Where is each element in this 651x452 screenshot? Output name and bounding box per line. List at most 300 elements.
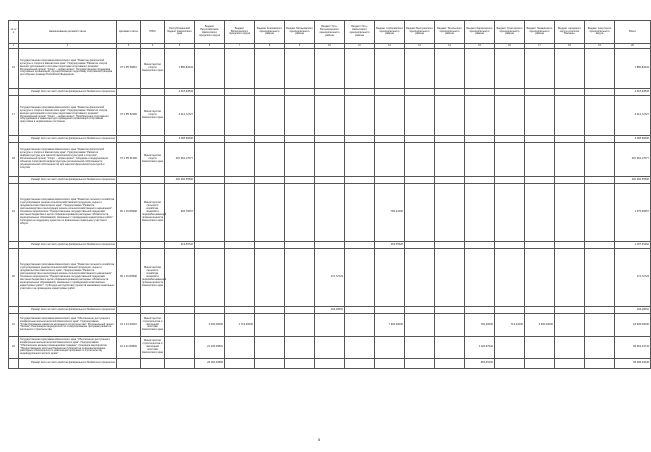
value-cell xyxy=(525,359,555,369)
value-cell xyxy=(405,49,435,89)
value-cell xyxy=(465,307,495,314)
description-cell: Государственная программа Камчатского края "Развитие сельского хозяйства и регулирование рынков сельскохозяйственной продукции, сырья и продовольствия Камчатского края". Подпрограмма "Развитие растениеводства и мелиорации земель сельскохозяйственного назначения". Основное мероприятие "Предоставление государственной поддержки местным бюджетам в целях софинансирования расходных обязательств муниципальных образований, связанных с проведением комплексных кадастровых работ". Субсидии на подготовку проектов межевания земельных участков и на проведение кадастровых работ xyxy=(19,249,117,307)
empty-cell xyxy=(141,136,165,143)
value-cell xyxy=(585,314,615,337)
total-cell: 1 287,45462 xyxy=(615,242,651,249)
value-cell xyxy=(375,96,405,136)
total-cell: 1 375,09657 xyxy=(615,184,651,242)
target-code-cell: 07 4 P5 51390 xyxy=(117,143,141,177)
subtotal-label-cell: Размер доли за счет средств федерального бюджета в процентах xyxy=(19,89,117,96)
value-cell xyxy=(285,184,315,242)
value-cell: 1 719,60000 xyxy=(225,314,255,337)
value-cell xyxy=(375,177,405,184)
empty-cell xyxy=(9,307,19,314)
table-body xyxy=(9,49,651,369)
row-number-cell: 19 xyxy=(9,184,19,242)
column-number-cell: 15 xyxy=(465,44,495,49)
value-cell xyxy=(525,249,555,307)
value-cell xyxy=(285,136,315,143)
value-cell xyxy=(225,177,255,184)
target-code-cell: 10 1 F1 50210 xyxy=(117,314,141,337)
column-number-cell: 10 xyxy=(315,44,345,49)
value-cell xyxy=(435,143,465,177)
value-cell xyxy=(345,359,375,369)
header-cell: Целевая статья xyxy=(117,21,141,44)
value-cell xyxy=(555,136,585,143)
value-cell xyxy=(435,337,465,359)
value-cell xyxy=(495,337,525,359)
value-cell: 497 962,17677 xyxy=(165,143,195,177)
subtotal-label-cell: Размер доли за счет средств федерального бюджета в процентах xyxy=(19,136,117,143)
value-cell xyxy=(555,307,585,314)
value-cell xyxy=(465,143,495,177)
header-cell: Бюджет Олюторского муниципального района xyxy=(495,21,525,44)
value-cell xyxy=(195,249,225,307)
subtotal-label-cell: Размер доли за счет средств федерального бюджета в процентах xyxy=(19,177,117,184)
column-number-cell: 6 xyxy=(195,44,225,49)
value-cell xyxy=(255,242,285,249)
value-cell xyxy=(345,242,375,249)
value-cell xyxy=(225,359,255,369)
header-cell: Всего xyxy=(615,21,651,44)
header-cell: Бюджет Петропавловск-Камчатского городского округа xyxy=(195,21,225,44)
value-cell xyxy=(435,89,465,96)
table-row xyxy=(9,249,651,307)
value-cell: 1 880,83204 xyxy=(165,49,195,89)
value-cell xyxy=(255,143,285,177)
value-cell xyxy=(435,307,465,314)
header-cell: Бюджет Тигильского муниципального района xyxy=(435,21,465,44)
table-row xyxy=(9,184,651,242)
empty-cell xyxy=(117,359,141,369)
column-number-cell: 18 xyxy=(555,44,585,49)
value-cell: 172,72723 xyxy=(315,249,345,307)
column-number-cell: 14 xyxy=(435,44,465,49)
value-cell: 994,76657 xyxy=(165,184,195,242)
value-cell xyxy=(195,242,225,249)
value-cell xyxy=(285,177,315,184)
value-cell xyxy=(405,143,435,177)
grbs-cell: Министерство строительства и жилищной политики Камчатского края xyxy=(141,314,165,337)
value-cell xyxy=(555,242,585,249)
value-cell xyxy=(555,49,585,89)
value-cell xyxy=(555,359,585,369)
budget-table xyxy=(8,20,651,369)
value-cell xyxy=(405,177,435,184)
value-cell xyxy=(405,184,435,242)
value-cell xyxy=(405,249,435,307)
value-cell xyxy=(285,242,315,249)
value-cell xyxy=(585,249,615,307)
empty-cell xyxy=(141,359,165,369)
header-cell: Бюджет Елизовского муниципального района xyxy=(255,21,285,44)
value-cell xyxy=(165,337,195,359)
total-cell: 1 818,64544 xyxy=(615,89,651,96)
value-cell: 363,55528 xyxy=(375,242,405,249)
subtotal-row xyxy=(9,89,651,96)
row-number-cell: 16 xyxy=(9,49,19,89)
value-cell: 913,89732 xyxy=(165,242,195,249)
empty-cell xyxy=(117,242,141,249)
column-number-cell: 12 xyxy=(375,44,405,49)
empty-cell xyxy=(9,242,19,249)
value-cell xyxy=(405,96,435,136)
value-cell xyxy=(315,177,345,184)
value-cell xyxy=(315,359,345,369)
value-cell xyxy=(405,136,435,143)
table-row xyxy=(9,337,651,359)
value-cell xyxy=(315,49,345,89)
value-cell xyxy=(225,49,255,89)
value-cell xyxy=(405,314,435,337)
value-cell xyxy=(315,136,345,143)
value-cell: 20 364,34568 xyxy=(195,359,225,369)
value-cell xyxy=(285,249,315,307)
value-cell xyxy=(345,89,375,96)
value-cell xyxy=(285,89,315,96)
value-cell xyxy=(375,136,405,143)
value-cell: 7 902,39000 xyxy=(375,314,405,337)
header-cell: Наименование целевой статьи xyxy=(19,21,117,44)
grbs-cell: Министерство сельского хозяйства, пищевой и перерабатывающей промышленности Камчатского края xyxy=(141,249,165,307)
value-cell xyxy=(285,96,315,136)
total-cell: 164,28052 xyxy=(615,307,651,314)
value-cell: 4 412,72727 xyxy=(165,96,195,136)
total-cell: 18 295,00000 xyxy=(615,314,651,337)
column-number-cell: 7 xyxy=(225,44,255,49)
value-cell xyxy=(345,249,375,307)
value-cell xyxy=(255,96,285,136)
value-cell xyxy=(285,359,315,369)
value-cell xyxy=(525,177,555,184)
column-number-cell: 16 xyxy=(495,44,525,49)
value-cell xyxy=(255,184,285,242)
header-cell: Бюджет Алеутского муниципального округа xyxy=(585,21,615,44)
value-cell xyxy=(495,89,525,96)
header-cell: Бюджет Быстринского муниципального района xyxy=(405,21,435,44)
value-cell xyxy=(405,307,435,314)
value-cell: 3 000,00000 xyxy=(195,314,225,337)
value-cell xyxy=(495,359,525,369)
value-cell xyxy=(225,242,255,249)
description-cell: Государственная программа Камчатского края "Обеспечение доступным и комфортным жильем жителей Камчатского края". Подпрограмма "Обеспечение жилыми помещениями граждан". Основное мероприятие "Предоставление местным бюджетам субсидий на софинансирование расходных обязательств по реализации программ по строительству индивидуального жилого дома" xyxy=(19,337,117,359)
value-cell xyxy=(285,337,315,359)
value-cell xyxy=(375,337,405,359)
header-cell: Бюджет Мильковского муниципального района xyxy=(285,21,315,44)
value-cell xyxy=(375,307,405,314)
value-cell xyxy=(315,184,345,242)
value-cell xyxy=(435,359,465,369)
value-cell xyxy=(345,136,375,143)
value-cell xyxy=(585,49,615,89)
row-number-cell: 18 xyxy=(9,143,19,177)
value-cell xyxy=(375,143,405,177)
value-cell xyxy=(525,184,555,242)
description-cell: Государственная программа Камчатского края "Развитие физической культуры и спорта в Камчатском крае". Подпрограмма "Развитие спорта высших достижений и системы подготовки спортивного резерва". Региональный проект "Спорт – норма жизни". Приобретение спортивного оборудования и инвентаря для приведения организаций спортивной подготовки в нормативное состояние xyxy=(19,96,117,136)
value-cell xyxy=(345,49,375,89)
total-cell: 86 996,03236 xyxy=(615,359,651,369)
value-cell xyxy=(585,96,615,136)
table-row xyxy=(9,96,651,136)
value-cell xyxy=(345,177,375,184)
value-cell xyxy=(585,177,615,184)
empty-cell xyxy=(141,307,165,314)
value-cell xyxy=(465,242,495,249)
value-cell xyxy=(495,177,525,184)
value-cell xyxy=(195,307,225,314)
empty-cell xyxy=(141,177,165,184)
value-cell xyxy=(345,96,375,136)
grbs-cell: Министерство спорта Камчатского края xyxy=(141,49,165,89)
value-cell: 3 600,00000 xyxy=(525,314,555,337)
value-cell xyxy=(195,96,225,136)
value-cell xyxy=(525,337,555,359)
value-cell xyxy=(465,96,495,136)
value-cell xyxy=(525,242,555,249)
description-cell: Государственная программа Камчатского края "Развитие сельского хозяйства и регулирование рынков сельскохозяйственной продукции, сырья и продовольствия Камчатского края". Подпрограмма "Развитие растениеводства и мелиорации земель сельскохозяйственного назначения". Основное мероприятие "Предоставление государственной поддержки местным бюджетам в целях софинансирования расходных обязательств муниципальных образований, связанных с проведением кадастровых работ". Субсидии на поддержку проектов по вовлечению земельных участков в оборот xyxy=(19,184,117,242)
value-cell: 783,21000 xyxy=(375,184,405,242)
target-code-cell: 09 1 15 R5990 xyxy=(117,184,141,242)
value-cell xyxy=(405,242,435,249)
target-code-cell: 07 2 P5 52290 xyxy=(117,96,141,136)
value-cell xyxy=(465,136,495,143)
value-cell xyxy=(585,89,615,96)
empty-cell xyxy=(117,177,141,184)
value-cell: 21 436,25831 xyxy=(195,337,225,359)
value-cell xyxy=(525,96,555,136)
column-number-cell: 19 xyxy=(585,44,615,49)
value-cell xyxy=(195,177,225,184)
table-header xyxy=(9,21,651,49)
value-cell xyxy=(465,89,495,96)
total-cell: 497 962,17677 xyxy=(615,143,651,177)
value-cell xyxy=(165,307,195,314)
empty-cell xyxy=(9,89,19,96)
value-cell xyxy=(315,242,345,249)
empty-cell xyxy=(117,307,141,314)
value-cell xyxy=(525,49,555,89)
value-cell xyxy=(285,307,315,314)
header-cell: Республиканский бюджет Камчатского края xyxy=(165,21,195,44)
value-cell xyxy=(195,89,225,96)
value-cell xyxy=(465,249,495,307)
value-cell xyxy=(315,314,345,337)
description-cell: Государственная программа Камчатского края "Обеспечение доступным и комфортным жильем жителей Камчатского края". Подпрограмма "Стимулирование развития жилищного строительства". Региональный проект "Жилье". Реализация мероприятий по стимулированию программ развития жилищного строительства xyxy=(19,314,117,337)
value-cell xyxy=(525,136,555,143)
value-cell xyxy=(435,136,465,143)
value-cell xyxy=(285,143,315,177)
column-number-cell: 5 xyxy=(165,44,195,49)
empty-cell xyxy=(9,359,19,369)
value-cell xyxy=(465,49,495,89)
empty-cell xyxy=(9,136,19,143)
value-cell xyxy=(435,242,465,249)
value-cell xyxy=(255,307,285,314)
table-row xyxy=(9,49,651,89)
subtotal-label-cell: Размер доли за счет средств федерального бюджета в процентах xyxy=(19,307,117,314)
subtotal-row xyxy=(9,307,651,314)
value-cell xyxy=(255,249,285,307)
value-cell xyxy=(255,359,285,369)
empty-cell xyxy=(117,89,141,96)
value-cell xyxy=(195,49,225,89)
value-cell xyxy=(285,314,315,337)
value-cell xyxy=(525,143,555,177)
grbs-cell: Министерство строительства и жилищной политики Камчатского края xyxy=(141,337,165,359)
total-cell: 4 412,72727 xyxy=(615,96,651,136)
total-cell: 172,72723 xyxy=(615,249,651,307)
value-cell xyxy=(255,177,285,184)
column-number-cell: 20 xyxy=(615,44,651,49)
value-cell xyxy=(315,143,345,177)
value-cell: 713,21000 xyxy=(495,314,525,337)
value-cell xyxy=(405,89,435,96)
header-cell: Бюджет Карагинского муниципального района xyxy=(465,21,495,44)
value-cell xyxy=(315,337,345,359)
header-cell: Бюджет Пенжинского муниципального района xyxy=(525,21,555,44)
value-cell xyxy=(435,177,465,184)
column-number-cell: 2 xyxy=(19,44,117,49)
value-cell xyxy=(375,89,405,96)
value-cell xyxy=(405,359,435,369)
value-cell xyxy=(225,337,255,359)
value-cell: 760,00000 xyxy=(465,314,495,337)
value-cell xyxy=(435,96,465,136)
value-cell xyxy=(165,249,195,307)
value-cell xyxy=(555,143,585,177)
value-cell xyxy=(525,89,555,96)
value-cell xyxy=(585,143,615,177)
column-number-cell: 1 xyxy=(9,44,19,49)
value-cell xyxy=(375,49,405,89)
table-row xyxy=(9,314,651,337)
value-cell xyxy=(555,184,585,242)
value-cell: 492 982,55500 xyxy=(165,177,195,184)
value-cell xyxy=(375,249,405,307)
value-cell xyxy=(495,136,525,143)
value-cell xyxy=(315,89,345,96)
value-cell xyxy=(375,359,405,369)
column-number-cell: 17 xyxy=(525,44,555,49)
value-cell: 1 126,97932 xyxy=(465,337,495,359)
value-cell xyxy=(165,359,195,369)
value-cell xyxy=(195,136,225,143)
value-cell xyxy=(585,307,615,314)
row-number-cell: 20 xyxy=(9,249,19,307)
description-cell: Государственная программа Камчатского края "Развитие физической культуры и спорта в Камчатском крае". Подпрограмма "Развитие инфраструктуры для занятий физической культурой и спортом". Региональный проект "Спорт – норма жизни". Создание и модернизация объектов спортивной инфраструктуры региональной собственности (муниципальной собственности) для занятий физической культурой и спортом xyxy=(19,143,117,177)
value-cell xyxy=(225,307,255,314)
total-cell: 1 880,83204 xyxy=(615,49,651,89)
total-cell: 4 368,60000 xyxy=(615,136,651,143)
header-cell: Бюджет городского округа «поселок Палана» xyxy=(555,21,585,44)
empty-cell xyxy=(141,242,165,249)
value-cell: 164,28052 xyxy=(315,307,345,314)
value-cell xyxy=(345,307,375,314)
value-cell xyxy=(585,337,615,359)
value-cell xyxy=(225,184,255,242)
empty-cell xyxy=(141,89,165,96)
value-cell xyxy=(285,49,315,89)
target-code-cell: 10 4 01 R0820 xyxy=(117,337,141,359)
grbs-cell: Министерство спорта Камчатского края xyxy=(141,143,165,177)
header-cell: Бюджет Вилючинского городского округа xyxy=(225,21,255,44)
value-cell xyxy=(435,49,465,89)
value-cell xyxy=(255,136,285,143)
value-cell xyxy=(435,314,465,337)
value-cell xyxy=(495,49,525,89)
column-number-cell: 4 xyxy=(141,44,165,49)
value-cell xyxy=(585,136,615,143)
column-number-cell: 9 xyxy=(285,44,315,49)
value-cell xyxy=(255,337,285,359)
target-code-cell: 07 2 P5 50810 xyxy=(117,49,141,89)
value-cell xyxy=(495,307,525,314)
header-row xyxy=(9,21,651,44)
value-cell xyxy=(195,143,225,177)
value-cell: 652,45152 xyxy=(465,359,495,369)
subtotal-row xyxy=(9,359,651,369)
empty-cell xyxy=(117,136,141,143)
subtotal-row xyxy=(9,136,651,143)
header-cell: ГРБС xyxy=(141,21,165,44)
grbs-cell: Министерство спорта Камчатского края xyxy=(141,96,165,136)
value-cell xyxy=(495,96,525,136)
table-row xyxy=(9,143,651,177)
value-cell xyxy=(465,177,495,184)
total-cell: 96 963,23744 xyxy=(615,337,651,359)
value-cell xyxy=(585,359,615,369)
document-page xyxy=(8,20,649,369)
value-cell xyxy=(315,96,345,136)
value-cell xyxy=(585,184,615,242)
value-cell xyxy=(555,96,585,136)
description-cell: Государственная программа Камчатского края "Развитие физической культуры и спорта в Камчатском крае". Подпрограмма "Развитие спорта высших достижений и системы подготовки спортивного резерва". Региональный проект "Спорт – норма жизни". Государственная поддержка спортивных организаций, осуществляющих подготовку спортивного резерва для сборных команд Российской Федерации xyxy=(19,49,117,89)
row-number-cell: 21 xyxy=(9,314,19,337)
header-cell: Бюджет Усть-Большерецкого муниципального района xyxy=(315,21,345,44)
value-cell xyxy=(165,314,195,337)
value-cell xyxy=(555,177,585,184)
value-cell xyxy=(255,89,285,96)
value-cell xyxy=(555,89,585,96)
value-cell xyxy=(525,307,555,314)
subtotal-row xyxy=(9,242,651,249)
value-cell xyxy=(495,184,525,242)
value-cell xyxy=(435,249,465,307)
row-number-cell: 22 xyxy=(9,337,19,359)
subtotal-label-cell: Размер доли за счет средств федерального бюджета в процентах xyxy=(19,242,117,249)
value-cell xyxy=(435,184,465,242)
value-cell xyxy=(555,337,585,359)
value-cell xyxy=(555,314,585,337)
value-cell xyxy=(225,136,255,143)
value-cell xyxy=(195,184,225,242)
value-cell xyxy=(255,49,285,89)
value-cell xyxy=(405,337,435,359)
value-cell xyxy=(345,337,375,359)
column-number-cell: 13 xyxy=(405,44,435,49)
column-number-cell: 8 xyxy=(255,44,285,49)
value-cell xyxy=(345,184,375,242)
value-cell xyxy=(225,89,255,96)
value-cell xyxy=(495,242,525,249)
value-cell xyxy=(495,143,525,177)
target-code-cell: 09 1 15 R5990 xyxy=(117,249,141,307)
value-cell xyxy=(225,96,255,136)
column-number-cell: 11 xyxy=(345,44,375,49)
column-number-cell: 3 xyxy=(117,44,141,49)
value-cell xyxy=(255,314,285,337)
total-cell: 492 982,55500 xyxy=(615,177,651,184)
